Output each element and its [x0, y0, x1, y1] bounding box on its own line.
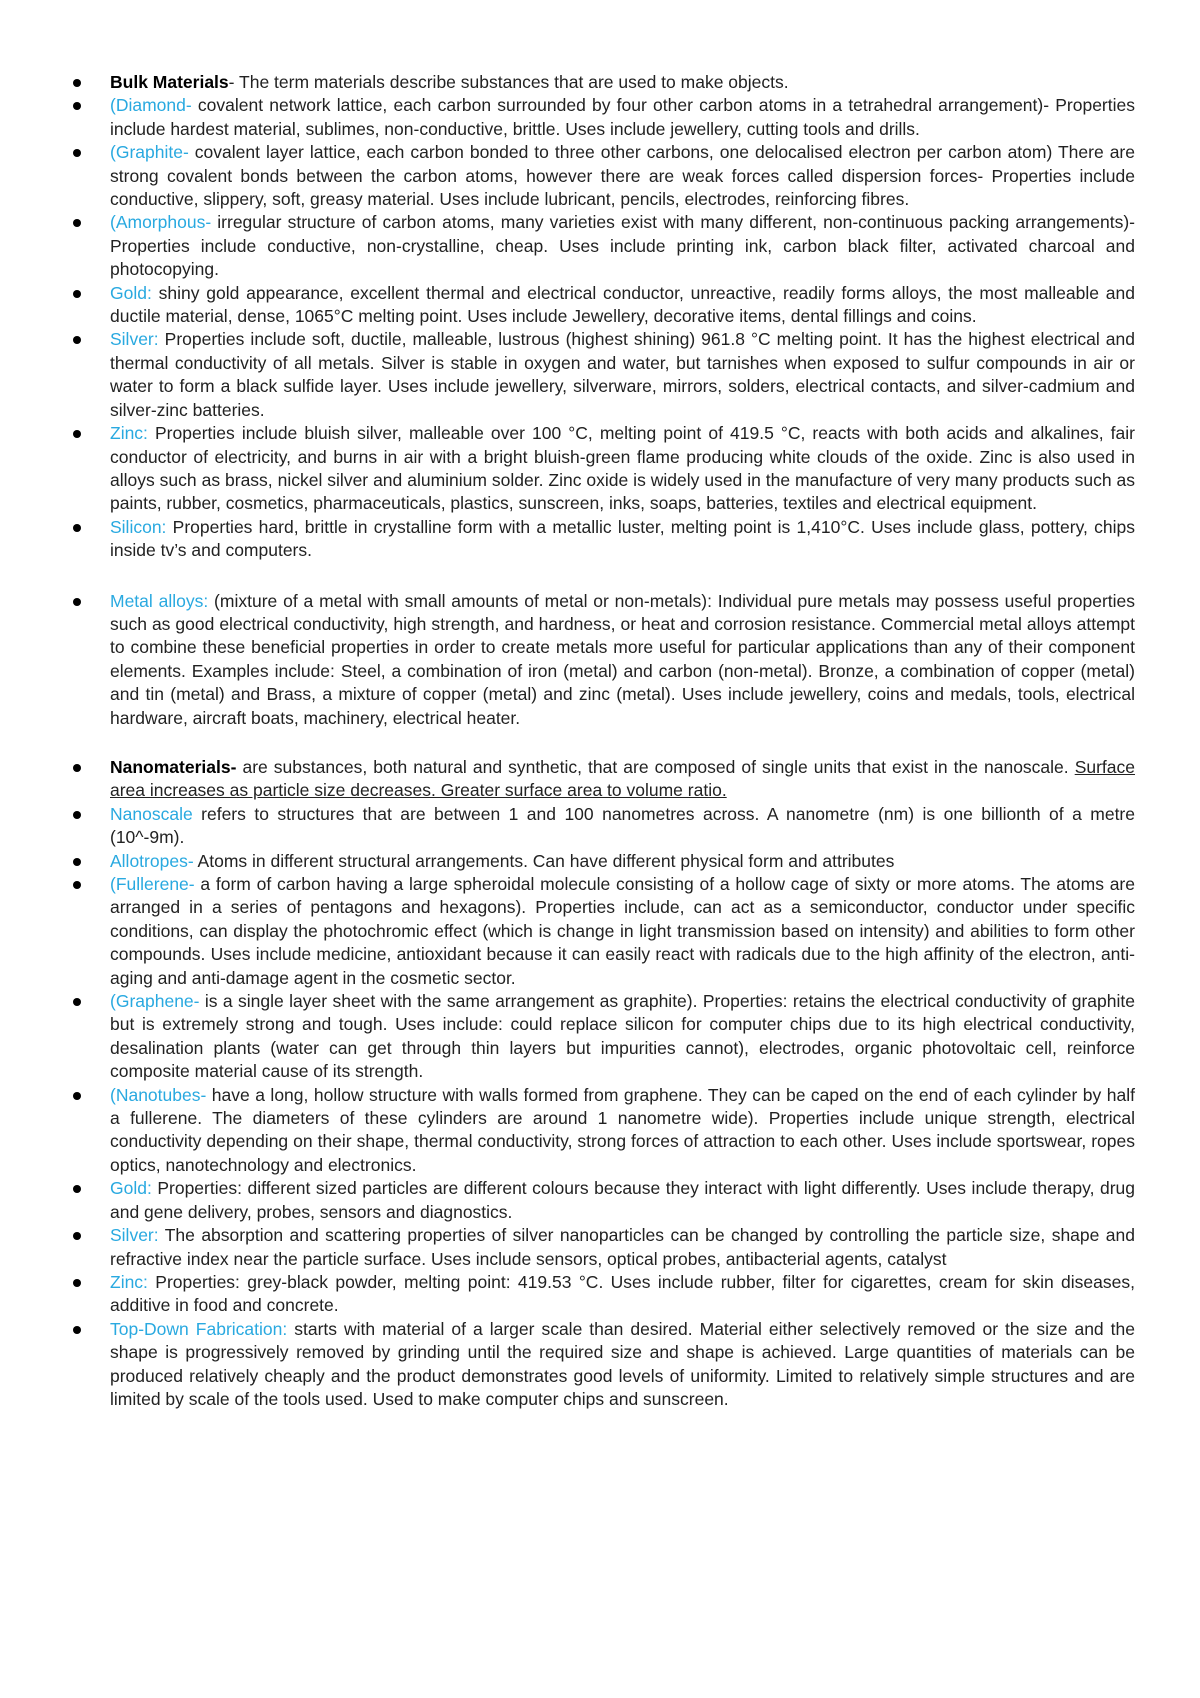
list-item	[110, 422, 1135, 516]
item-text: starts with material of a larger scale than desired. Material either selectively removed or the size and the shape is progressively removed by grinding until the required size and shape is achieved. Large quantities of materials can be produced relatively cheaply and the product demonstrates good levels of uniformity. Limited to relatively simple structures and are limited by scale of the tools used. Used to make computer chips and sunscreen.	[110, 1318, 1135, 1409]
bullet-icon	[73, 219, 81, 227]
bullet-icon	[73, 336, 81, 344]
bullet-icon	[73, 1326, 81, 1334]
list-item	[110, 1224, 1135, 1271]
bullet-icon	[73, 1185, 81, 1193]
list-item	[110, 590, 1135, 730]
list-item	[110, 516, 1135, 563]
bullet-icon	[73, 290, 81, 298]
list-item	[110, 94, 1135, 141]
item-label: Zinc:	[110, 1271, 148, 1292]
item-label: Allotropes-	[110, 850, 194, 871]
item-text: Atoms in different structural arrangements. Can have different physical form and attributes	[193, 850, 895, 871]
item-text: refers to structures that are between 1 and 100 nanometres across. A nanometre (nm) is one billionth of a metre (10^-9m).	[110, 803, 1135, 848]
item-label: Zinc:	[110, 423, 148, 444]
list-item	[110, 71, 1135, 94]
item-text: Properties: grey-black powder, melting point: 419.53 °C. Uses include rubber, filter for cigarettes, cream for skin diseases, additive in food and concrete.	[110, 1271, 1135, 1316]
list-item	[110, 850, 1135, 873]
document-page	[110, 71, 1135, 1411]
bullet-icon	[73, 1279, 81, 1287]
list-item	[110, 803, 1135, 850]
item-label: (Fullerene-	[110, 874, 195, 894]
item-label: (Nanotubes-	[110, 1084, 207, 1105]
item-label: Top-Down Fabrication:	[110, 1318, 288, 1339]
list-item	[110, 873, 1135, 990]
list-item	[110, 1177, 1135, 1224]
item-text: covalent layer lattice, each carbon bonded to three other carbons, one delocalised electron per carbon atom) There are strong covalent bonds between the carbon atoms, however there are weak forces called dispersion forces- Properties include conductive, slippery, soft, greasy material. Uses include lubricant, pencils, electrodes, reinforcing fibres.	[110, 142, 1135, 210]
bullet-icon	[73, 524, 81, 532]
item-text: is a single layer sheet with the same arrangement as graphite). Properties: retains the electrical conductivity of graphite but is extremely strong and tough. Uses include: could replace silicon for computer chips due to its high electrical conductivity, desalination plants (water can get through thin layers but impurities cannot), electrodes, organic photovoltaic cell, reinforce composite material cause of its strength.	[110, 991, 1135, 1082]
bullet-icon	[73, 858, 81, 866]
item-text: shiny gold appearance, excellent thermal and electrical conductor, unreactive, readily forms alloys, the most malleable and ductile material, dense, 1065°C melting point. Uses include Jewellery, decorative items, dental fillings and coins.	[110, 282, 1135, 327]
list-item	[110, 141, 1135, 211]
item-label: (Graphite-	[110, 142, 189, 163]
item-text: - The term materials describe substances that are used to make objects.	[228, 72, 789, 92]
list-item	[110, 990, 1135, 1084]
bullet-icon	[73, 811, 81, 819]
bullet-icon	[73, 998, 81, 1006]
item-text: Properties include bluish silver, malleable over 100 °C, melting point of 419.5 °C, reacts with both acids and alkalines, fair conductor of electricity, and burns in air with a bright bluish-green flame producing white clouds of the oxide. Zinc is also used in alloys such as brass, nickel silver and aluminium solder. Zinc oxide is widely used in the manufacture of very many products such as paints, rubber, cosmetics, pharmaceuticals, plastics, sunscreen, inks, soaps, batteries, textiles and electrical equipment.	[110, 423, 1135, 514]
list-item	[110, 211, 1135, 281]
item-label: (Graphene-	[110, 991, 200, 1012]
item-label: Silver:	[110, 329, 159, 350]
bullet-icon	[73, 1232, 81, 1240]
bullet-icon	[73, 430, 81, 438]
list-item	[110, 328, 1135, 422]
item-text: a form of carbon having a large spheroidal molecule consisting of a hollow cage of sixty or more atoms. The atoms are arranged in a series of pentagons and hexagons). Properties include, can act as a semiconductor, conductor under specific conditions, can display the photochromic effect (which is change in light transmission based on intensity) and abilities to form other compounds. Uses include medicine, antioxidant because it can easily react with radicals due to the high affinity of the electron, anti-aging and anti-damage agent in the cosmetic sector.	[110, 874, 1135, 988]
item-label: (Amorphous-	[110, 212, 212, 233]
item-text: Properties include soft, ductile, malleable, lustrous (highest shining) 961.8 °C melting point. It has the highest electrical and thermal conductivity of all metals. Silver is stable in oxygen and water, but tarnishes when exposed to sulfur compounds in air or water to form a black sulfide layer. Uses include jewellery, silverware, mirrors, solders, electrical contacts, and silver-cadmium and silver-zinc batteries.	[110, 329, 1135, 420]
bullet-icon	[73, 102, 81, 110]
item-text: The absorption and scattering properties of silver nanoparticles can be changed by controlling the particle size, shape and refractive index near the particle surface. Uses include sensors, optical probes, antibacterial agents, catalyst	[110, 1225, 1135, 1269]
section-gap	[110, 563, 1135, 590]
bullet-icon	[73, 598, 81, 606]
list-item	[110, 756, 1135, 803]
item-label: Bulk Materials	[110, 72, 229, 92]
item-text: (mixture of a metal with small amounts of metal or non-metals): Individual pure metals may possess useful properties such as good electrical conductivity, high strength, and hardness, or heat and corrosion resistance. Commercial metal alloys attempt to combine these beneficial properties in order to create metals more useful for particular applications than any of their component elements. Examples include: Steel, a combination of iron (metal) and carbon (non-metal). Bronze, a combination of copper (metal) and tin (metal) and Brass, a mixture of copper (metal) and zinc (metal). Uses include jewellery, coins and medals, tools, electrical hardware, aircraft boats, machinery, electrical heater.	[110, 590, 1135, 728]
item-label: Nanoscale	[110, 803, 193, 824]
item-label: Metal alloys:	[110, 590, 209, 611]
list-item	[110, 1271, 1135, 1318]
item-label: (Diamond-	[110, 95, 192, 116]
list-item	[110, 1084, 1135, 1178]
item-label: Gold:	[110, 282, 152, 303]
list-item	[110, 1318, 1135, 1412]
bullet-icon	[73, 1092, 81, 1100]
item-label: Silicon:	[110, 516, 167, 537]
item-text: have a long, hollow structure with walls formed from graphene. They can be caped on the end of each cylinder by half a fullerene. The diameters of these cylinders are around 1 nanometre wide). Properties include unique strength, electrical conductivity depending on their shape, thermal conductivity, strong forces of attraction to each other. Uses include sportswear, ropes optics, nanotechnology and electronics.	[110, 1084, 1135, 1175]
item-text: covalent network lattice, each carbon surrounded by four other carbon atoms in a tetrahedral arrangement)- Properties include hardest material, sublimes, non-conductive, brittle. Uses include jewellery, cutting tools and drills.	[110, 95, 1135, 139]
item-text: Properties: different sized particles are different colours because they interact with light differently. Uses include therapy, drug and gene delivery, probes, sensors and diagnostics.	[110, 1178, 1135, 1222]
bullet-icon	[73, 764, 81, 772]
item-text: are substances, both natural and synthetic, that are composed of single units that exist in the nanoscale.	[236, 756, 1075, 777]
item-label: Gold:	[110, 1178, 152, 1199]
item-text: irregular structure of carbon atoms, many varieties exist with many different, non-continuous packing arrangements)- Properties include conductive, non-crystalline, cheap. Uses include printing ink, carbon black filter, activated charcoal and photocopying.	[110, 212, 1135, 280]
bullet-icon	[73, 881, 81, 889]
bullet-icon	[73, 79, 81, 87]
item-label: Nanomaterials-	[110, 756, 237, 777]
bullet-icon	[73, 149, 81, 157]
item-label: Silver:	[110, 1225, 159, 1246]
bullet-list	[110, 71, 1135, 1411]
item-text: Properties hard, brittle in crystalline form with a metallic luster, melting point is 1,410°C. Uses include glass, pottery, chips inside tv’s and computers.	[110, 516, 1135, 561]
list-item	[110, 282, 1135, 329]
item-underlined-text: Surface area increases as particle size decreases. Greater surface area to volume ratio.	[110, 756, 1135, 801]
section-gap	[110, 730, 1135, 756]
